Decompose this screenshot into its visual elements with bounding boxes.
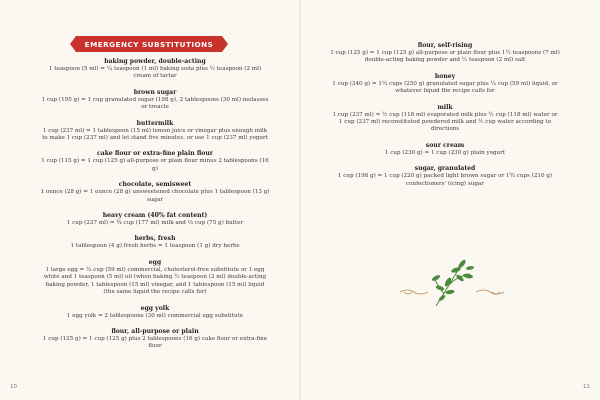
entry-heading: flour, self-rising <box>417 42 473 49</box>
entry-body: 1 cup (115 g) = 1 cup (125 g) all-purpose or plain flour minus 2 tablespoons (16 g) <box>41 158 269 172</box>
right-page <box>300 0 600 400</box>
entry-heading: brown sugar <box>133 88 177 96</box>
entry-body: 1 ounce (28 g) = 1 ounce (28 g) unsweetened chocolate plus 1 tablespoon (13 g) sugar <box>40 189 270 203</box>
entry-heading: honey <box>434 72 456 80</box>
substitution-entry <box>40 120 270 143</box>
entry-body: 1 cup (198 g) = 1 cup (220 g) packed light brown sugar or 1¾ cups (210 g) confectioners' (icing) sugar <box>337 173 553 187</box>
substitution-entry <box>40 212 270 227</box>
entry-heading: sour cream <box>425 141 465 149</box>
substitution-entry <box>40 89 270 112</box>
entry-body: 1 cup (237 ml) = ¾ cup (177 ml) milk and ⅓ cup (75 g) butter <box>66 220 244 227</box>
substitution-entry <box>40 259 270 297</box>
entry-heading: buttermilk <box>136 119 174 127</box>
entry-body: 1 cup (195 g) = 1 cup granulated sugar (198 g), 2 tablespoons (30 ml) molasses or treacle <box>41 96 269 111</box>
left-column <box>40 58 270 359</box>
entry-body: 1 cup (125 g) = 1 cup (125 g) all-purpose or plain flour plus 1½ teaspoons (7 ml) double-acting baking powder and ½ teaspoon (2 ml) salt <box>330 50 560 64</box>
substitution-entry <box>40 328 270 351</box>
page-number-left: 10 <box>10 384 17 390</box>
entry-body: 1 cup (125 g) = 1 cup (125 g) plus 2 tablespoons (16 g) cake flour or extra-fine flour <box>42 335 268 350</box>
substitution-entry <box>40 235 270 250</box>
entry-body: 1 egg yolk = 2 tablespoons (30 ml) commercial egg substitute <box>66 312 244 319</box>
banner-title: EMERGENCY SUBSTITUTIONS <box>84 39 214 49</box>
entry-heading: baking powder, double-acting <box>104 58 206 65</box>
entry-body: 1 tablespoon (4 g) fresh herbs = 1 teaspoon (1 g) dry herbs <box>70 243 240 250</box>
entry-body: 1 cup (230 g) = 1 cup (230 g) plain yogurt <box>384 149 506 156</box>
herb-sprig-icon <box>398 254 506 310</box>
right-column <box>330 42 560 196</box>
entry-heading: sugar, granulated <box>414 165 476 173</box>
substitution-entry <box>330 42 560 65</box>
substitution-entry <box>40 150 270 173</box>
entry-heading: heavy cream (40% fat content) <box>102 212 208 220</box>
entry-heading: chocolate, semisweet <box>118 181 192 189</box>
substitution-entry <box>40 305 270 320</box>
entry-heading: flour, all-purpose or plain <box>111 327 199 335</box>
substitution-entry <box>330 104 560 134</box>
substitution-entry <box>330 165 560 188</box>
entry-body: 1 teaspoon (5 ml) = ¼ teaspoon (1 ml) baking soda plus ½ teaspoon (2 ml) cream of tartar <box>48 66 262 80</box>
page-number-right: 11 <box>583 384 590 390</box>
entry-heading: egg yolk <box>140 304 170 312</box>
entry-heading: egg <box>148 258 162 266</box>
entry-body: 1 large egg = ¼ cup (59 ml) commercial, cholesterol-free substitute or 1 egg white and 1 teaspoon (5 ml) oil (when baking ½ teaspoon (2 ml) double-acting baking powder, 1 tablespoon (15 ml) vinegar, and 1 tablespoon (15 ml) liquid (the same liquid the recipe calls for) <box>43 266 267 296</box>
entry-heading: milk <box>437 103 453 111</box>
entry-body: 1 cup (237 ml) = 1 tablespoon (15 ml) lemon juice or vinegar plus enough milk to make 1 cup (237 ml) and let stand five minutes, or use 1 cup (237 ml) yogurt <box>42 127 268 142</box>
entry-body: 1 cup (237 ml) = ½ cup (118 ml) evaporated milk plus ½ cup (118 ml) water or 1 cup (237 ml) reconstituted powdered milk and ½ cup water according to directions <box>332 111 558 133</box>
substitution-entry <box>330 73 560 96</box>
entry-body: 1 cup (340 g) = 1¼ cups (250 g) granulated sugar plus ¼ cup (59 ml) liquid, or whatever liquid the recipe calls for <box>332 80 558 95</box>
entry-heading: herbs, fresh <box>134 235 176 243</box>
section-banner <box>76 36 222 52</box>
entry-heading: cake flour or extra-fine plain flour <box>97 150 213 158</box>
substitution-entry <box>40 181 270 204</box>
substitution-entry <box>40 58 270 81</box>
substitution-entry <box>330 142 560 157</box>
